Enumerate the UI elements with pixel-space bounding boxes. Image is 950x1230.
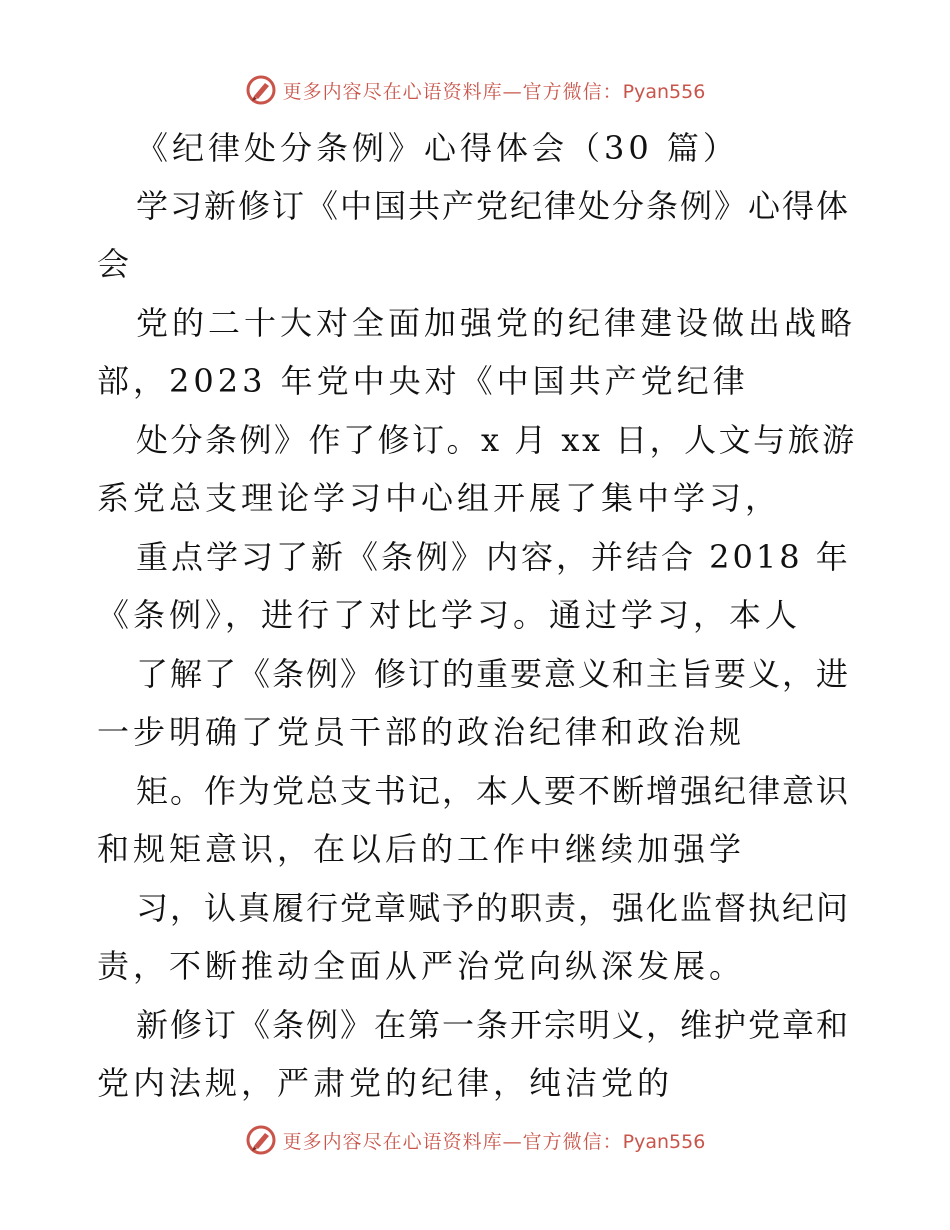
paragraph-line: 重点学习了新《条例》内容，并结合 2018 年 <box>136 538 851 576</box>
watermark-banner-top <box>0 70 950 110</box>
paragraph-line: 和规矩意识，在以后的工作中继续加强学 <box>97 830 746 868</box>
paragraph-line: 处分条例》作了修订。x 月 xx 日，人文与旅游 <box>136 421 857 459</box>
paragraph-line: 新修订《条例》在第一条开宗明义，维护党章和 <box>136 1006 851 1044</box>
paragraph-line: 习，认真履行党章赋予的职责，强化监督执纪问 <box>136 889 851 927</box>
paragraph-line: 会 <box>97 245 134 283</box>
paragraph-line: 系党总支理论学习中心组开展了集中学习， <box>97 479 782 517</box>
pen-logo-icon <box>245 74 277 106</box>
watermark-banner-bottom <box>0 1120 950 1160</box>
watermark-text: 更多内容尽在心语资料库—官方微信：Pyan556 <box>282 80 706 103</box>
paragraph-line: 责，不断推动全面从严治党向纵深发展。 <box>97 947 746 985</box>
paragraph-line: 党内法规，严肃党的纪律，纯洁党的 <box>97 1064 674 1102</box>
paragraph-line: 《条例》，进行了对比学习。通过学习，本人 <box>97 596 802 634</box>
watermark-text: 更多内容尽在心语资料库—官方微信：Pyan556 <box>282 1130 706 1153</box>
paragraph-line: 党的二十大对全面加强党的纪律建设做出战略 <box>136 304 857 342</box>
document-title: 《纪律处分条例》心得体会（30 篇） <box>136 129 739 167</box>
paragraph-line: 一步明确了党员干部的政治纪律和政治规 <box>97 713 746 751</box>
paragraph-line: 部，2023 年党中央对《中国共产党纪律 <box>97 362 749 400</box>
paragraph-line: 矩。作为党总支书记，本人要不断增强纪律意识 <box>136 772 851 810</box>
paragraph-line: 学习新修订《中国共产党纪律处分条例》心得体 <box>136 187 851 225</box>
pen-logo-icon <box>245 1124 277 1156</box>
paragraph-line: 了解了《条例》修订的重要意义和主旨要义，进 <box>136 655 851 693</box>
